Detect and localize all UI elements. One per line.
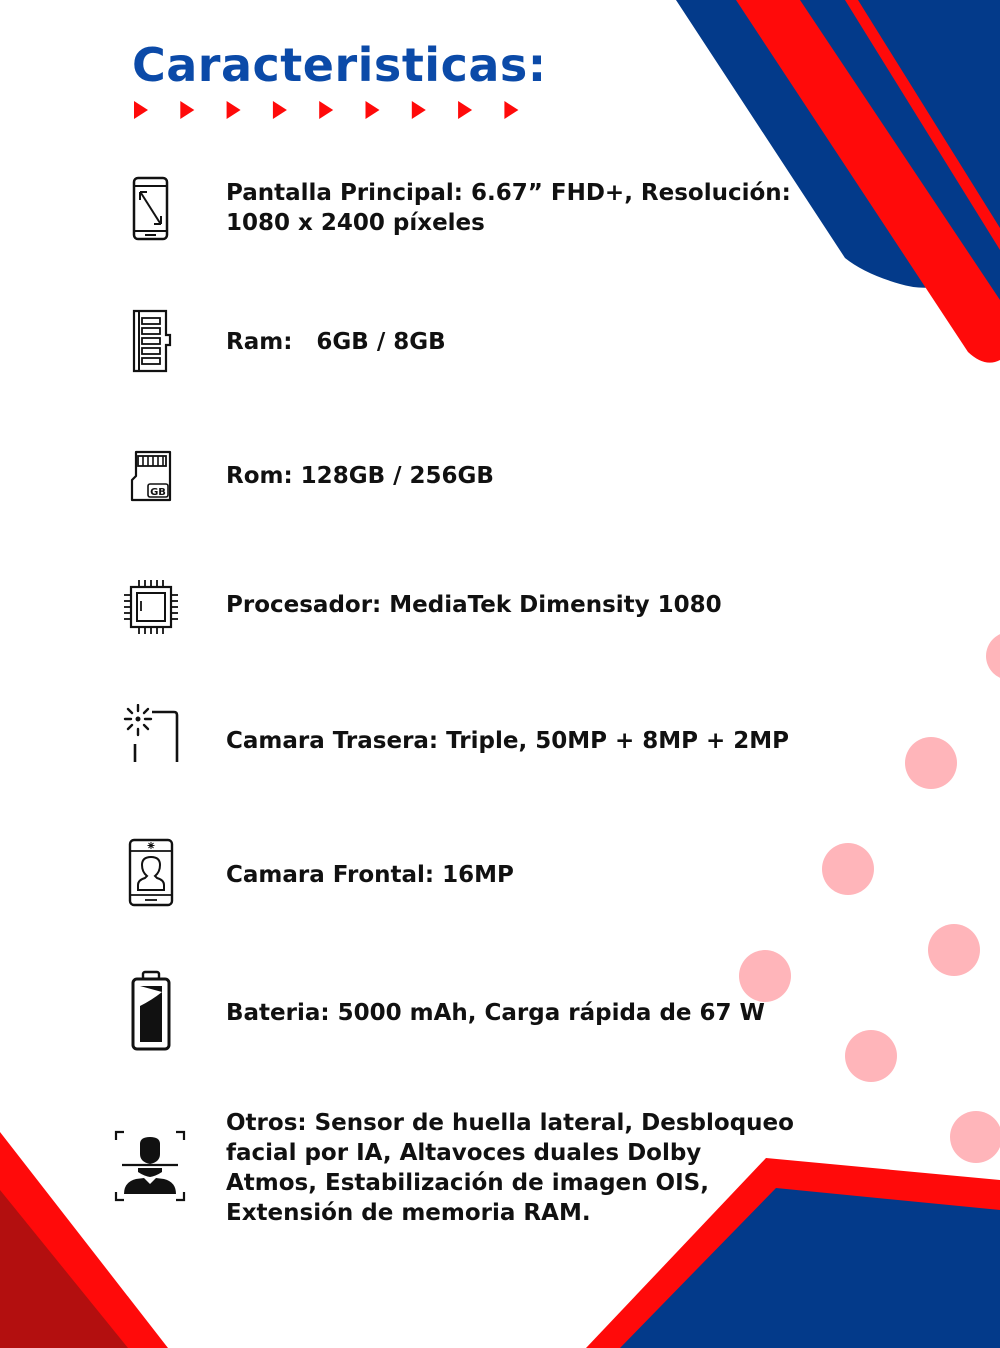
smartphone-resize-icon bbox=[132, 176, 170, 242]
arrow-marker bbox=[366, 101, 380, 119]
feature-ram bbox=[226, 327, 806, 357]
sd-card-icon bbox=[128, 450, 174, 504]
pink-dot bbox=[822, 843, 874, 895]
face-unlock-scan-icon bbox=[112, 1128, 188, 1204]
arrow-marker bbox=[134, 101, 148, 119]
arrow-marker bbox=[319, 101, 333, 119]
arrow-marker bbox=[273, 101, 287, 119]
feature-others bbox=[226, 1108, 806, 1228]
arrow-marker bbox=[458, 101, 472, 119]
pink-dot bbox=[928, 924, 980, 976]
pink-dot bbox=[845, 1030, 897, 1082]
arrow-marker bbox=[412, 101, 426, 119]
feature-text-line: facial por IA, Altavoces duales Dolby bbox=[226, 1140, 702, 1166]
processor-chip-icon bbox=[122, 578, 180, 636]
page-title: Caracteristicas: bbox=[132, 38, 547, 92]
feature-rear-camera bbox=[226, 726, 806, 756]
arrow-marker bbox=[227, 101, 241, 119]
rear-camera-flash-icon bbox=[122, 704, 182, 766]
pink-dot bbox=[905, 737, 957, 789]
feature-front-camera bbox=[226, 860, 806, 890]
feature-text-line: Ram: 6GB / 8GB bbox=[226, 329, 446, 355]
feature-battery bbox=[226, 998, 806, 1028]
feature-main-display bbox=[226, 178, 806, 238]
feature-text-line: 1080 x 2400 píxeles bbox=[226, 210, 485, 236]
pink-dot bbox=[986, 632, 1000, 680]
feature-text-line: Otros: Sensor de huella lateral, Desbloqueo bbox=[226, 1110, 794, 1136]
battery-icon bbox=[130, 970, 172, 1052]
ram-module-icon bbox=[132, 309, 172, 373]
arrow-marker bbox=[180, 101, 194, 119]
pink-dot bbox=[739, 950, 791, 1002]
feature-text-line: Camara Frontal: 16MP bbox=[226, 862, 514, 888]
feature-processor bbox=[226, 590, 806, 620]
arrow-divider bbox=[132, 99, 522, 121]
feature-text-line: Pantalla Principal: 6.67” FHD+, Resolución: bbox=[226, 180, 791, 206]
arrow-marker bbox=[504, 101, 518, 119]
feature-text-line: Atmos, Estabilización de imagen OIS, bbox=[226, 1170, 709, 1196]
feature-text-line: Bateria: 5000 mAh, Carga rápida de 67 W bbox=[226, 1000, 765, 1026]
front-camera-selfie-icon bbox=[128, 838, 174, 908]
feature-rom bbox=[226, 461, 806, 491]
feature-text-line: Rom: 128GB / 256GB bbox=[226, 463, 494, 489]
feature-text-line: Extensión de memoria RAM. bbox=[226, 1200, 591, 1226]
pink-dot bbox=[950, 1111, 1000, 1163]
feature-text-line: Procesador: MediaTek Dimensity 1080 bbox=[226, 592, 722, 618]
feature-text-line: Camara Trasera: Triple, 50MP + 8MP + 2MP bbox=[226, 728, 790, 754]
sd-card-label: GB bbox=[150, 487, 166, 498]
